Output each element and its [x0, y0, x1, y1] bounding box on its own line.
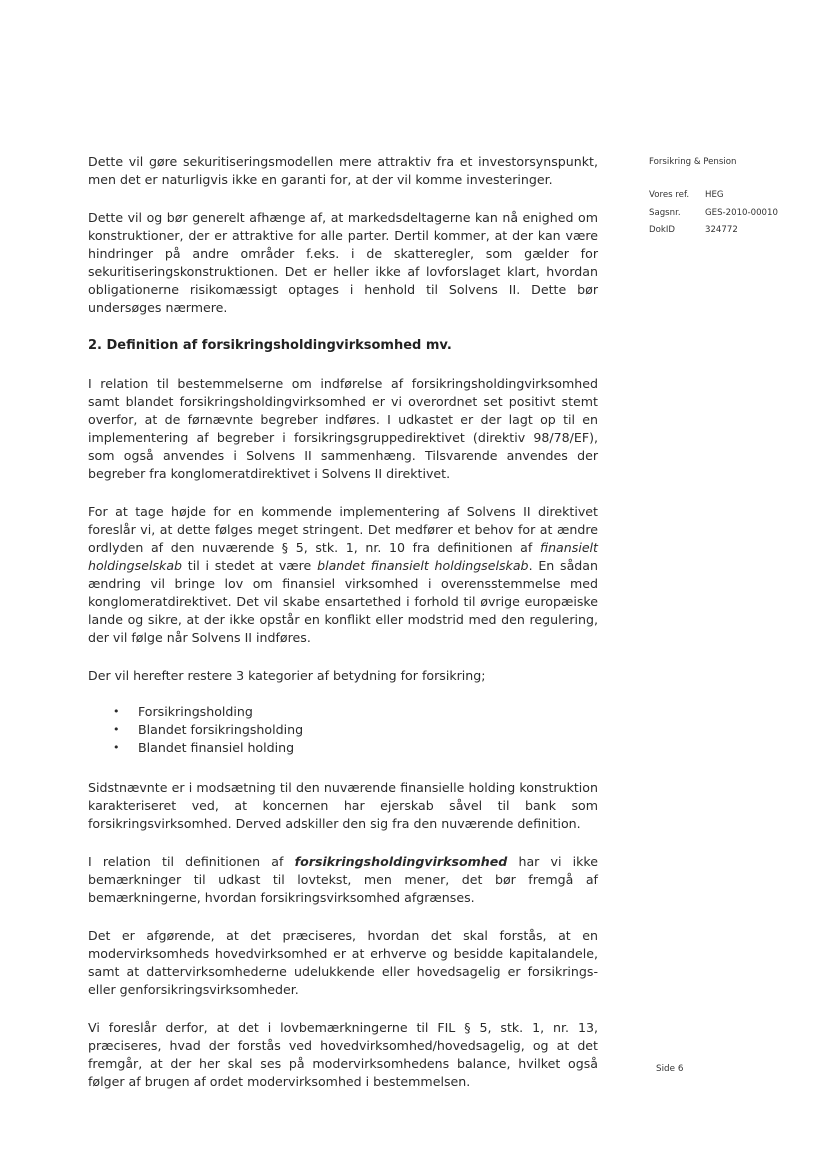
- list-item: • Blandet finansiel holding: [88, 739, 598, 757]
- term-finansielt-holdingselskab: finansielt holdingselskab: [88, 540, 598, 573]
- reference-sidebar: [649, 154, 778, 240]
- reference-value: GES-2010-00010: [705, 207, 778, 218]
- paragraph-4: For at tage højde for en kommende implementering af Solvens II direktivet foreslår vi, at dette følges meget stringent. Det medfører et behov for at ændre ordlyden af den nuværende § 5, stk. 1, nr. 10 fra definitionen af finansielt holdingselskab til i stedet at være blandet finansielt holdingselskab. En sådan ændring vil bringe lov om finansiel virksomhed i overensstemmelse med konglomeratdirektivet. Det vil skabe ensartethed i forhold til øvrige europæiske lande og sikre, at der ikke opstår en konflikt eller modstrid med den regulering, der vil følge når Solvens II indføres.: [88, 504, 598, 645]
- reference-row: [649, 205, 778, 223]
- reference-row: [649, 222, 778, 240]
- paragraph-3: I relation til bestemmelserne om indførelse af forsikringsholdingvirksomhed samt blandet forsikringsholdingvirksomhed er vi overordnet set positivt stemt overfor, at de førnævnte begreber indføres. I udkastet er der lagt op til en implementering af begreber i forsikringsgruppedirektivet (direktiv 98/78/EF), som også anvendes i Solvens II sammenhæng. Tilsvarende anvendes der begreber fra konglomeratdirektivet i Solvens II direktivet.: [88, 376, 598, 481]
- page-number: Side 6: [656, 1064, 684, 1074]
- reference-row: [649, 187, 778, 205]
- reference-label: Sagsnr.: [649, 207, 681, 218]
- paragraph-9: Vi foreslår derfor, at det i lovbemærkningerne til FIL § 5, stk. 1, nr. 13, præciseres, hvad der forstås ved hovedvirksomhed/hovedsagelig, og at det fremgår, at der her skal ses på modervirksomhedens balance, hvilket også følger af brugen af ordet modervirksomhed i bestemmelsen.: [88, 1020, 598, 1089]
- reference-label: Vores ref.: [649, 190, 690, 200]
- paragraph-7: I relation til definitionen af forsikringsholdingvirksomhed har vi ikke bemærkninger til udkast til lovtekst, men mener, det bør fremgå af bemærkningerne, hvordan forsikringsvirksomhed afgrænses.: [88, 854, 598, 905]
- term-blandet-finansielt-holdingselskab: blandet finansielt holdingselskab: [317, 558, 529, 573]
- reference-label: DokID: [649, 225, 676, 235]
- category-list: [88, 703, 598, 757]
- paragraph-1: Dette vil gøre sekuritiseringsmodellen mere attraktiv fra et investorsynspunkt, men det er naturligvis ikke en garanti for, at der vil komme investeringer.: [88, 154, 598, 187]
- reference-value: HEG: [705, 190, 724, 200]
- reference-table: [649, 187, 778, 240]
- reference-value: 324772: [705, 225, 738, 235]
- paragraph-2: Dette vil og bør generelt afhænge af, at markedsdeltagerne kan nå enighed om konstruktioner, der er attraktive for alle parter. Dertil kommer, at der kan være hindringer på andre områder f.eks. i de skatteregler, som gælder for sekuritiseringskonstruktionen. Det er heller ikke af lovforslaget klart, hvordan obligationerne risikomæssigt optages i henhold til Solvens II. Dette bør undersøges nærmere.: [88, 210, 598, 315]
- list-item: • Blandet forsikringsholding: [88, 721, 598, 739]
- organization-name: Forsikring & Pension: [649, 157, 737, 167]
- paragraph-5: Der vil herefter restere 3 kategorier af betydning for forsikring;: [88, 668, 486, 683]
- paragraph-8: Det er afgørende, at det præciseres, hvordan det skal forstås, at en modervirksomheds hovedvirksomhed er at erhverve og besidde kapitalandele, samt at dattervirksomhederne udelukkende eller hovedsagelig er forsikrings- eller genforsikringsvirksomheder.: [88, 928, 598, 997]
- paragraph-6: Sidstnævnte er i modsætning til den nuværende finansielle holding konstruktion karakteriseret ved, at koncernen har ejerskab såvel til bank som forsikringsvirksomhed. Derved adskiller den sig fra den nuværende definition.: [88, 780, 598, 831]
- document-body: [88, 153, 598, 1111]
- list-item: • Forsikringsholding: [88, 703, 598, 721]
- term-forsikringsholdingvirksomhed: forsikringsholdingvirksomhed: [294, 854, 508, 869]
- section-heading: 2. Definition af forsikringsholdingvirksomhed mv.: [88, 338, 452, 353]
